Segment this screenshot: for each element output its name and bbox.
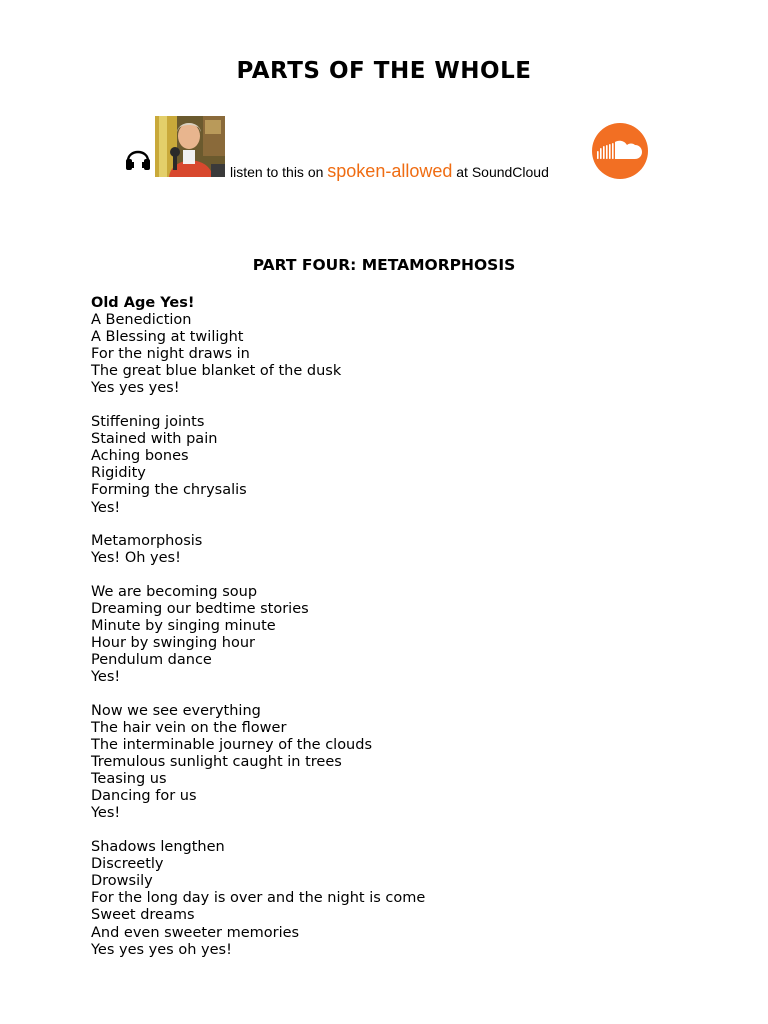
spoken-allowed-link[interactable]: spoken-allowed [327, 161, 453, 181]
poem-line: Shadows lengthen [91, 839, 225, 856]
poem-line: Yes! [91, 805, 121, 822]
poem-line: And even sweeter memories [91, 924, 300, 941]
stanza-6 [91, 839, 691, 959]
poem-line: For the night draws in [91, 346, 250, 363]
poem-line: Rigidity [91, 465, 146, 482]
reader-photo [155, 116, 225, 177]
poem-line: A Blessing at twilight [91, 329, 244, 346]
poem-line: For the long day is over and the night is come [91, 890, 426, 907]
stanza-1 [91, 295, 691, 398]
poem-line: Discreetly [91, 856, 164, 873]
poem-line: Metamorphosis [91, 533, 203, 550]
headphones-icon [124, 144, 152, 174]
soundcloud-cloud-icon [592, 123, 648, 179]
poem-body [91, 295, 691, 975]
stanza-3 [91, 533, 691, 567]
poem-line: Yes! Oh yes! [91, 550, 181, 567]
poem-line: Tremulous sunlight caught in trees [91, 754, 342, 771]
poem-line: The hair vein on the flower [91, 719, 287, 736]
document-title: PARTS OF THE WHOLE [236, 58, 532, 84]
stanza-4 [91, 584, 691, 687]
poem-line: Drowsily [91, 873, 153, 890]
poem-line: Yes yes yes! [91, 380, 180, 397]
part-heading: PART FOUR: METAMORPHOSIS [252, 256, 516, 274]
poem-line: We are becoming soup [91, 583, 258, 600]
poem-line: Forming the chrysalis [91, 482, 247, 499]
poem-line: Now we see everything [91, 702, 261, 719]
poem-line: Minute by singing minute [91, 618, 276, 634]
poem-line: Hour by swinging hour [91, 635, 256, 652]
poem-line: Old Age Yes! [91, 295, 195, 311]
poem-line: Stained with pain [91, 431, 218, 448]
listen-suffix: at SoundCloud [452, 164, 549, 180]
listen-text [230, 162, 549, 181]
poem-line: Dreaming our bedtime stories [91, 600, 309, 617]
poem-line: Yes! [91, 499, 121, 516]
soundcloud-logo-icon[interactable] [592, 123, 648, 179]
poem-line: Dancing for us [91, 788, 197, 805]
poem-line: Stiffening joints [91, 414, 205, 431]
listen-prefix: listen to this on [230, 164, 328, 180]
poem-line: Sweet dreams [91, 907, 195, 924]
poem-line: A Benediction [91, 312, 192, 329]
poem-line: The great blue blanket of the dusk [91, 363, 342, 380]
stanza-2 [91, 414, 691, 517]
poem-line: Aching bones [91, 448, 189, 465]
poem-line: Pendulum dance [91, 652, 212, 669]
poem-line: Teasing us [91, 771, 167, 788]
poem-line: The interminable journey of the clouds [91, 737, 373, 754]
poem-line: Yes! [91, 669, 121, 686]
soundcloud-banner [0, 116, 768, 180]
poem-line: Yes yes yes oh yes! [91, 941, 232, 958]
stanza-5 [91, 703, 691, 823]
